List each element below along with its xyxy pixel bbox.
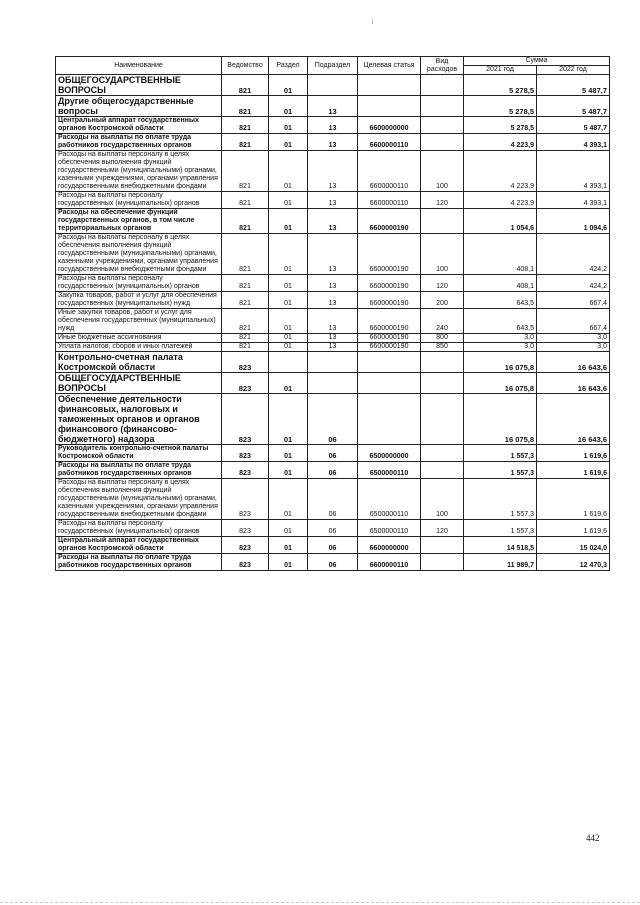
cell-podrazdel: 13: [308, 343, 358, 352]
cell-sum-2021: 3,0: [464, 334, 537, 343]
cell-vedomstvo: 823: [222, 462, 269, 479]
cell-vid-raskhodov: [421, 209, 464, 234]
cell-sum-2021: 643,5: [464, 309, 537, 334]
table-row: [56, 275, 610, 292]
budget-table: [55, 56, 610, 571]
cell-celevaya-statya: 6500000110: [358, 462, 421, 479]
cell-podrazdel: 13: [308, 117, 358, 134]
cell-celevaya-statya: 6600000110: [358, 192, 421, 209]
cell-celevaya-statya: [358, 75, 421, 96]
cell-razdel: 01: [269, 96, 308, 117]
cell-name: Расходы на выплаты по оплате труда работников государственных органов: [56, 462, 222, 479]
table-row: [56, 394, 610, 445]
cell-vid-raskhodov: 200: [421, 292, 464, 309]
header-podrazdel: Подраздел: [308, 57, 358, 75]
table-row: [56, 445, 610, 462]
cell-celevaya-statya: 6600000190: [358, 234, 421, 275]
cell-celevaya-statya: 6500000000: [358, 445, 421, 462]
cell-sum-2022: 16 643,6: [537, 352, 610, 373]
cell-razdel: 01: [269, 520, 308, 537]
cell-vid-raskhodov: [421, 75, 464, 96]
cell-podrazdel: [308, 352, 358, 373]
cell-razdel: 01: [269, 445, 308, 462]
cell-sum-2022: 3,0: [537, 343, 610, 352]
table-row: [56, 96, 610, 117]
cell-celevaya-statya: 6600000190: [358, 343, 421, 352]
cell-celevaya-statya: 6600000190: [358, 275, 421, 292]
cell-podrazdel: 13: [308, 192, 358, 209]
cell-sum-2021: 11 989,7: [464, 554, 537, 571]
cell-sum-2022: 5 487,7: [537, 96, 610, 117]
table-row: [56, 462, 610, 479]
cell-sum-2022: 667,4: [537, 309, 610, 334]
cell-name: Расходы на выплаты по оплате труда работников государственных органов: [56, 554, 222, 571]
cell-razdel: 01: [269, 75, 308, 96]
cell-sum-2022: 1 619,6: [537, 479, 610, 520]
table-body: [56, 75, 610, 571]
cell-vid-raskhodov: 850: [421, 343, 464, 352]
cell-name: Центральный аппарат государственных органов Костромской области: [56, 537, 222, 554]
cell-vedomstvo: 821: [222, 96, 269, 117]
cell-vid-raskhodov: 100: [421, 479, 464, 520]
cell-name: Расходы на выплаты по оплате труда работников государственных органов: [56, 134, 222, 151]
cell-razdel: 01: [269, 309, 308, 334]
cell-celevaya-statya: 6600000110: [358, 134, 421, 151]
cell-vedomstvo: 823: [222, 394, 269, 445]
cell-razdel: 01: [269, 334, 308, 343]
table-row: [56, 151, 610, 192]
cell-sum-2021: 408,1: [464, 275, 537, 292]
cell-vedomstvo: 823: [222, 445, 269, 462]
cell-celevaya-statya: 6600000000: [358, 117, 421, 134]
cell-vedomstvo: 821: [222, 234, 269, 275]
cell-podrazdel: 13: [308, 309, 358, 334]
cell-celevaya-statya: [358, 373, 421, 394]
table-row: [56, 537, 610, 554]
cell-sum-2022: 1 619,6: [537, 462, 610, 479]
cell-vedomstvo: 821: [222, 134, 269, 151]
cell-celevaya-statya: 6600000190: [358, 292, 421, 309]
cell-sum-2022: 12 470,3: [537, 554, 610, 571]
cell-vedomstvo: 823: [222, 554, 269, 571]
cell-razdel: [269, 352, 308, 373]
cell-sum-2022: 16 643,6: [537, 373, 610, 394]
scan-edge-bottom: [0, 902, 640, 903]
cell-vedomstvo: 821: [222, 151, 269, 192]
cell-sum-2022: 5 487,7: [537, 117, 610, 134]
cell-name: Уплата налогов, сборов и иных платежей: [56, 343, 222, 352]
cell-podrazdel: 13: [308, 275, 358, 292]
table-row: [56, 352, 610, 373]
cell-vid-raskhodov: [421, 134, 464, 151]
cell-name: Расходы на выплаты персоналу в целях обеспечения выполнения функций государственными (муниципальными) органами, казенными учреждениями, органами управления государственными внебюджетными фондами: [56, 151, 222, 192]
cell-vedomstvo: 821: [222, 292, 269, 309]
cell-name: Расходы на выплаты персоналу государственных (муниципальных) органов: [56, 520, 222, 537]
header-summa: Сумма: [464, 57, 610, 66]
cell-sum-2021: 5 278,5: [464, 96, 537, 117]
cell-vid-raskhodov: [421, 537, 464, 554]
cell-name: Закупка товаров, работ и услуг для обеспечения государственных (муниципальных) нужд: [56, 292, 222, 309]
cell-vid-raskhodov: 120: [421, 275, 464, 292]
cell-name: Расходы на выплаты персоналу в целях обеспечения выполнения функций государственными (муниципальными) органами, казенными учреждениями, органами управления государственными внебюджетными фондами: [56, 479, 222, 520]
cell-razdel: 01: [269, 373, 308, 394]
cell-celevaya-statya: [358, 394, 421, 445]
cell-vid-raskhodov: [421, 117, 464, 134]
cell-vid-raskhodov: [421, 554, 464, 571]
cell-podrazdel: 13: [308, 96, 358, 117]
cell-vedomstvo: 823: [222, 352, 269, 373]
cell-name: ОБЩЕГОСУДАРСТВЕННЫЕ ВОПРОСЫ: [56, 75, 222, 96]
table-row: [56, 520, 610, 537]
table-row: [56, 117, 610, 134]
table-row: [56, 479, 610, 520]
cell-vedomstvo: 821: [222, 343, 269, 352]
cell-razdel: 01: [269, 554, 308, 571]
cell-name: ОБЩЕГОСУДАРСТВЕННЫЕ ВОПРОСЫ: [56, 373, 222, 394]
cell-vedomstvo: 821: [222, 275, 269, 292]
cell-vedomstvo: 821: [222, 334, 269, 343]
cell-celevaya-statya: [358, 352, 421, 373]
cell-celevaya-statya: 6600000000: [358, 537, 421, 554]
cell-sum-2022: 1 619,6: [537, 445, 610, 462]
cell-name: Расходы на обеспечение функций государственных органов, в том числе территориальных органов: [56, 209, 222, 234]
table-row: [56, 373, 610, 394]
cell-vid-raskhodov: [421, 373, 464, 394]
cell-sum-2021: 408,1: [464, 234, 537, 275]
cell-razdel: 01: [269, 134, 308, 151]
cell-razdel: 01: [269, 343, 308, 352]
cell-sum-2021: 643,5: [464, 292, 537, 309]
scan-mark-top: [372, 19, 373, 24]
cell-celevaya-statya: 6600000110: [358, 151, 421, 192]
cell-podrazdel: 13: [308, 234, 358, 275]
cell-razdel: 01: [269, 394, 308, 445]
cell-vedomstvo: 821: [222, 192, 269, 209]
cell-vid-raskhodov: 120: [421, 520, 464, 537]
cell-name: Расходы на выплаты персоналу в целях обеспечения выполнения функций государственными (муниципальными) органами, казенными учреждениями, органами управления государственными внебюджетными фондами: [56, 234, 222, 275]
table-row: [56, 309, 610, 334]
cell-vid-raskhodov: 100: [421, 151, 464, 192]
cell-podrazdel: 06: [308, 462, 358, 479]
table-row: [56, 209, 610, 234]
header-name: Наименование: [56, 57, 222, 75]
cell-sum-2021: 16 075,8: [464, 373, 537, 394]
cell-podrazdel: 06: [308, 445, 358, 462]
cell-razdel: 01: [269, 192, 308, 209]
cell-podrazdel: 06: [308, 394, 358, 445]
cell-razdel: 01: [269, 537, 308, 554]
cell-razdel: 01: [269, 275, 308, 292]
cell-vid-raskhodov: 800: [421, 334, 464, 343]
cell-name: Другие общегосударственные вопросы: [56, 96, 222, 117]
cell-sum-2021: 3,0: [464, 343, 537, 352]
cell-razdel: 01: [269, 479, 308, 520]
cell-sum-2021: 4 223,9: [464, 192, 537, 209]
cell-celevaya-statya: 6500000110: [358, 520, 421, 537]
cell-sum-2021: 1 054,6: [464, 209, 537, 234]
cell-vedomstvo: 823: [222, 537, 269, 554]
cell-podrazdel: 13: [308, 334, 358, 343]
cell-sum-2021: 1 557,3: [464, 462, 537, 479]
cell-podrazdel: [308, 373, 358, 394]
cell-podrazdel: [308, 75, 358, 96]
cell-name: Контрольно-счетная палата Костромской области: [56, 352, 222, 373]
table-row: [56, 334, 610, 343]
cell-vedomstvo: 823: [222, 479, 269, 520]
cell-sum-2022: 4 393,1: [537, 151, 610, 192]
table-row: [56, 292, 610, 309]
cell-sum-2022: 5 487,7: [537, 75, 610, 96]
cell-sum-2022: 424,2: [537, 234, 610, 275]
cell-name: Иные бюджетные ассигнования: [56, 334, 222, 343]
header-vid-raskhodov: Вид расходов: [421, 57, 464, 75]
cell-sum-2021: 5 278,5: [464, 117, 537, 134]
table-row: [56, 343, 610, 352]
cell-name: Руководитель контрольно-счетной палаты Костромской области: [56, 445, 222, 462]
cell-vedomstvo: 823: [222, 520, 269, 537]
cell-podrazdel: 13: [308, 134, 358, 151]
budget-table-container: [55, 56, 609, 571]
table-row: [56, 192, 610, 209]
cell-sum-2022: 667,4: [537, 292, 610, 309]
cell-razdel: 01: [269, 462, 308, 479]
cell-sum-2022: 4 393,1: [537, 134, 610, 151]
cell-razdel: 01: [269, 292, 308, 309]
cell-razdel: 01: [269, 209, 308, 234]
cell-celevaya-statya: 6600000190: [358, 309, 421, 334]
cell-name: Обеспечение деятельности финансовых, налоговых и таможенных органов и органов финансового (финансово-бюджетного) надзора: [56, 394, 222, 445]
cell-sum-2022: 4 393,1: [537, 192, 610, 209]
header-razdel: Раздел: [269, 57, 308, 75]
header-year-2021: 2021 год: [464, 66, 537, 75]
cell-name: Расходы на выплаты персоналу государственных (муниципальных) органов: [56, 275, 222, 292]
cell-podrazdel: 06: [308, 554, 358, 571]
cell-name: Расходы на выплаты персоналу государственных (муниципальных) органов: [56, 192, 222, 209]
header-vedomstvo: Ведомство: [222, 57, 269, 75]
cell-sum-2021: 14 518,5: [464, 537, 537, 554]
cell-sum-2022: 1 094,6: [537, 209, 610, 234]
cell-name: Иные закупки товаров, работ и услуг для обеспечения государственных (муниципальных) нужд: [56, 309, 222, 334]
cell-vedomstvo: 821: [222, 209, 269, 234]
cell-celevaya-statya: 6600000190: [358, 209, 421, 234]
cell-vid-raskhodov: 120: [421, 192, 464, 209]
cell-celevaya-statya: 6500000110: [358, 479, 421, 520]
cell-razdel: 01: [269, 117, 308, 134]
cell-podrazdel: 06: [308, 479, 358, 520]
cell-celevaya-statya: 6600000110: [358, 554, 421, 571]
cell-sum-2022: 424,2: [537, 275, 610, 292]
cell-razdel: 01: [269, 151, 308, 192]
table-row: [56, 554, 610, 571]
cell-vedomstvo: 821: [222, 117, 269, 134]
cell-vedomstvo: 823: [222, 373, 269, 394]
header-year-2022: 2022 год: [537, 66, 610, 75]
cell-name: Центральный аппарат государственных органов Костромской области: [56, 117, 222, 134]
table-row: [56, 75, 610, 96]
cell-sum-2022: 3,0: [537, 334, 610, 343]
cell-vedomstvo: 821: [222, 75, 269, 96]
page-number: 442: [586, 833, 600, 843]
cell-vid-raskhodov: 100: [421, 234, 464, 275]
cell-sum-2021: 1 557,3: [464, 520, 537, 537]
cell-vid-raskhodov: [421, 394, 464, 445]
cell-sum-2021: 1 557,3: [464, 445, 537, 462]
cell-podrazdel: 06: [308, 537, 358, 554]
cell-sum-2021: 1 557,3: [464, 479, 537, 520]
cell-podrazdel: 13: [308, 292, 358, 309]
cell-vid-raskhodov: [421, 96, 464, 117]
cell-vedomstvo: 821: [222, 309, 269, 334]
cell-vid-raskhodov: 240: [421, 309, 464, 334]
cell-sum-2022: 15 024,0: [537, 537, 610, 554]
cell-podrazdel: 06: [308, 520, 358, 537]
cell-celevaya-statya: 6600000190: [358, 334, 421, 343]
cell-sum-2022: 1 619,6: [537, 520, 610, 537]
cell-razdel: 01: [269, 234, 308, 275]
cell-vid-raskhodov: [421, 462, 464, 479]
cell-podrazdel: 13: [308, 209, 358, 234]
cell-sum-2021: 5 278,5: [464, 75, 537, 96]
cell-podrazdel: 13: [308, 151, 358, 192]
cell-vid-raskhodov: [421, 352, 464, 373]
cell-sum-2021: 4 223,9: [464, 134, 537, 151]
cell-vid-raskhodov: [421, 445, 464, 462]
cell-celevaya-statya: [358, 96, 421, 117]
table-row: [56, 234, 610, 275]
cell-sum-2021: 4 223,9: [464, 151, 537, 192]
header-celevaya-statya: Целевая статья: [358, 57, 421, 75]
table-row: [56, 134, 610, 151]
cell-sum-2021: 16 075,8: [464, 394, 537, 445]
cell-sum-2022: 16 643,6: [537, 394, 610, 445]
cell-sum-2021: 16 075,8: [464, 352, 537, 373]
